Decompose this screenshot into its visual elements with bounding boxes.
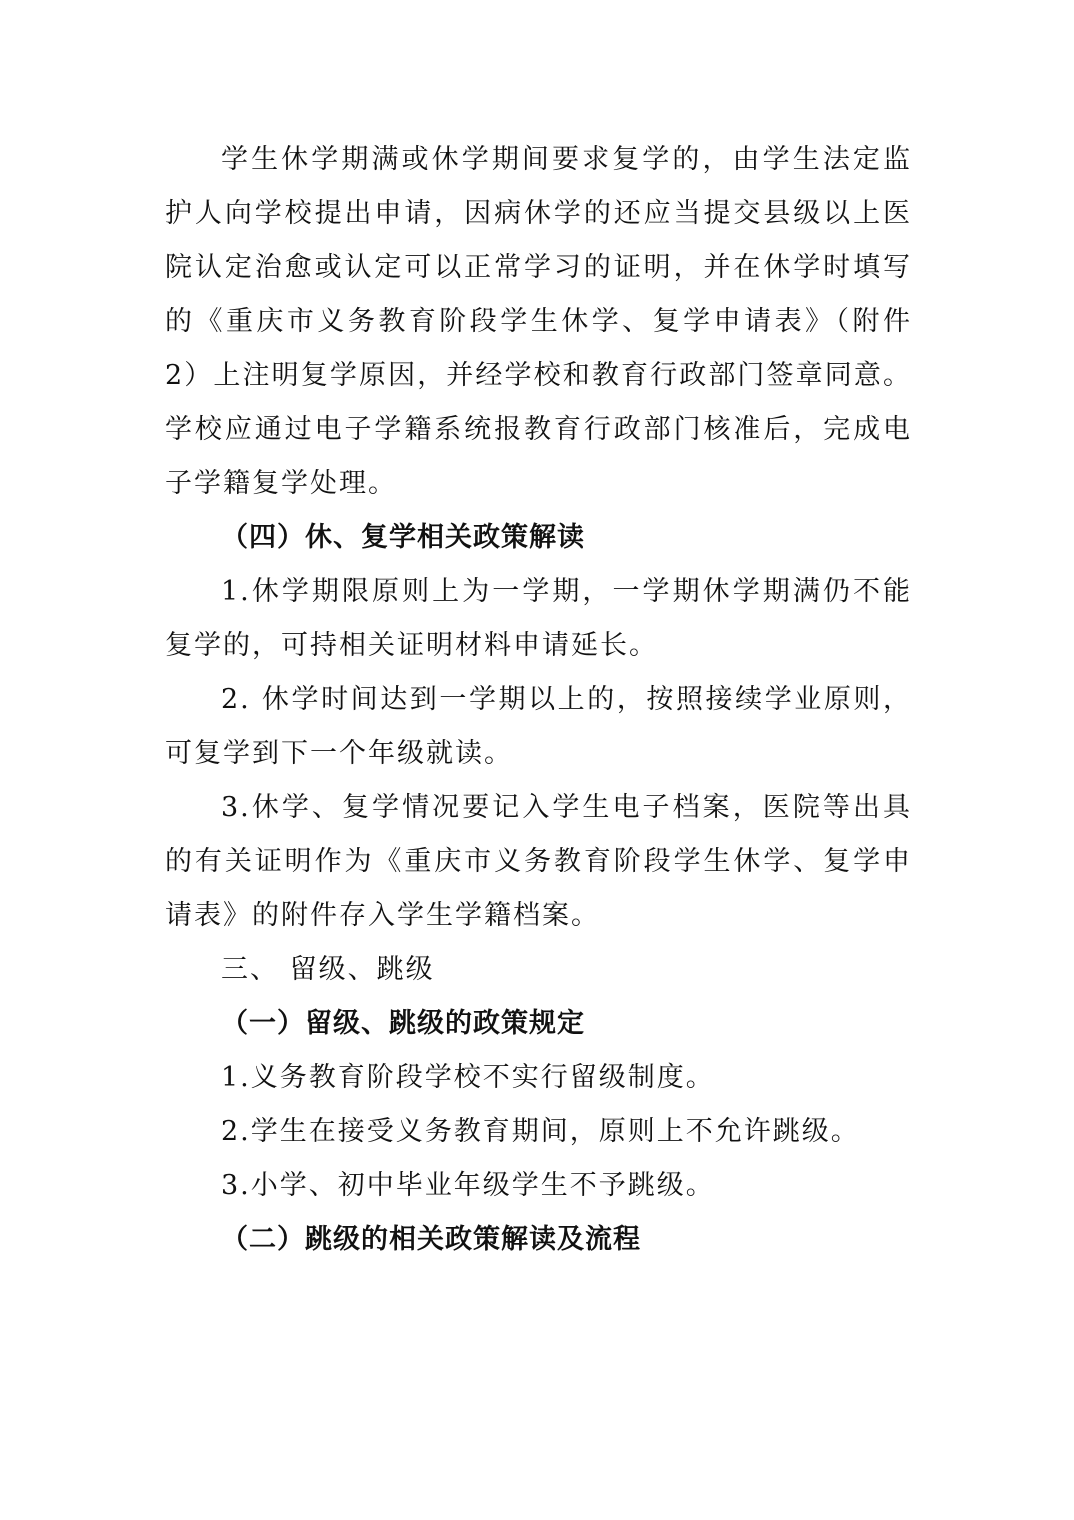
section-heading-repeat-skip-grade: 三、 留级、跳级: [221, 954, 435, 985]
subheading-skip-grade-process: （二）跳级的相关政策解读及流程: [221, 1224, 641, 1255]
paragraph-electronic-archive: 3.休学、复学情况要记入学生电子档案，医院等出具的有关证明作为《重庆市义务教育阶段学生休学、复学申请表》的附件存入学生学籍档案。: [165, 792, 912, 931]
paragraph-no-skip: 2.学生在接受义务教育期间，原则上不允许跳级。: [221, 1116, 860, 1147]
subheading-policy-interpretation: （四）休、复学相关政策解读: [221, 522, 585, 553]
subheading-repeat-skip-policy: （一）留级、跳级的政策规定: [221, 1008, 585, 1039]
paragraph-suspension-period: 1.休学期限原则上为一学期，一学期休学期满仍不能复学的，可持相关证明材料申请延长。: [165, 576, 912, 661]
document-body: [165, 133, 912, 1267]
paragraph-resumption-procedure: 学生休学期满或休学期间要求复学的，由学生法定监护人向学校提出申请，因病休学的还应当提交县级以上医院认定治愈或认定可以正常学习的证明，并在休学时填写的《重庆市义务教育阶段学生休学、复学申请表》（附件 2）上注明复学原因，并经学校和教育行政部门签章同意。学校应通过电子学籍系统报教育行政部门核准后，完成电子学籍复学处理。: [165, 144, 912, 499]
paragraph-no-repeat: 1.义务教育阶段学校不实行留级制度。: [221, 1062, 715, 1093]
paragraph-graduating-no-skip: 3.小学、初中毕业年级学生不予跳级。: [221, 1170, 715, 1201]
paragraph-next-grade: 2. 休学时间达到一学期以上的，按照接续学业原则，可复学到下一个年级就读。: [165, 684, 912, 769]
